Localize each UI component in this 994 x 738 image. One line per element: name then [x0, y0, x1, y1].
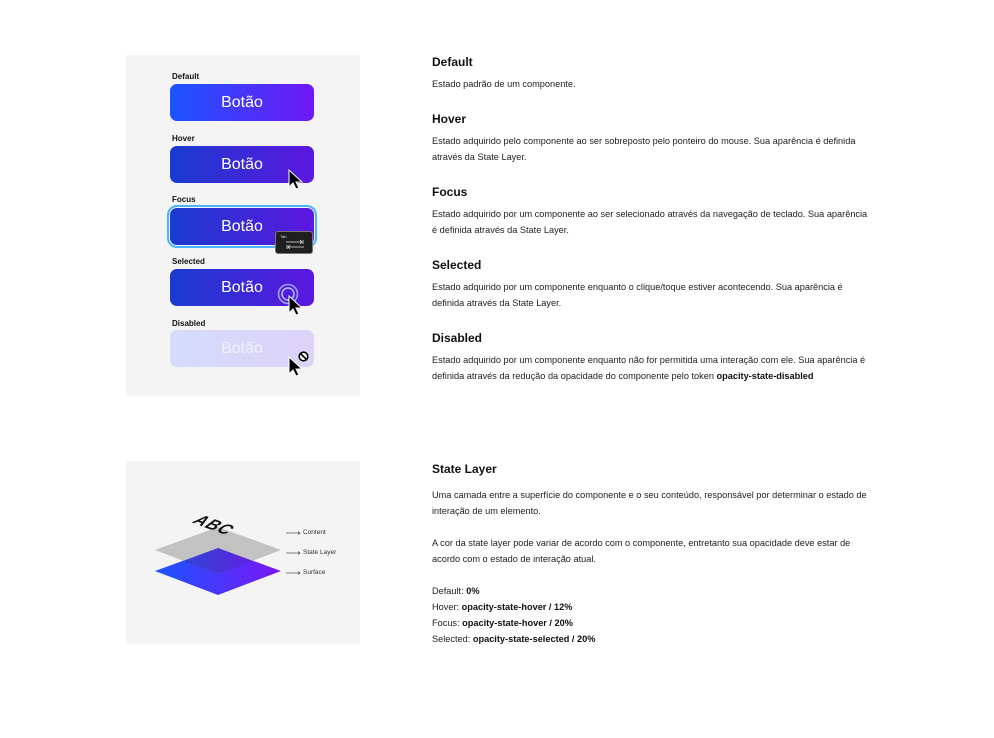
button-default[interactable]: Botão: [170, 84, 314, 121]
focus-title: Focus: [432, 185, 468, 199]
pointer-cursor-icon: [288, 295, 304, 315]
state-layer-paragraph-2: A cor da state layer pode variar de acordo com o componente, entretanto sua opacidade deve estar de acordo com o estado de interação atual.: [432, 538, 851, 564]
hover-description: Estado adquirido pelo componente ao ser sobreposto pelo ponteiro do mouse. Sua aparência é definida através da State Layer.: [432, 136, 856, 162]
state-label-focus: Focus: [172, 195, 196, 204]
tab-key-label: Tab: [280, 234, 287, 239]
button-states-illustration: [126, 55, 360, 396]
opacity-value-hover: Hover: opacity-state-hover / 12%: [432, 602, 573, 612]
pointer-cursor-icon: [288, 169, 304, 189]
disabled-token: opacity-state-disabled: [716, 371, 814, 381]
default-description: Estado padrão de um componente.: [432, 79, 576, 89]
surface-label: Surface: [303, 569, 326, 576]
state-layer-label: State Layer: [303, 549, 337, 556]
button-disabled: Botão: [170, 330, 314, 367]
disabled-state-section: [432, 330, 872, 384]
content-label: Content: [303, 529, 326, 536]
state-layer-illustration: [126, 461, 360, 644]
focus-description: Estado adquirido por um componente ao ser selecionado através da navegação de teclado. Sua aparência é definida através da State Layer.: [432, 209, 868, 235]
state-layer-paragraph-1: Uma camada entre a superfície do componente e o seu conteúdo, responsável por determinar o estado de interação de um elemento.: [432, 490, 867, 516]
opacity-values-list: [432, 583, 872, 647]
disabled-title: Disabled: [432, 331, 483, 345]
state-label-default: Default: [172, 72, 200, 81]
tab-arrows-icon: [276, 232, 314, 255]
selected-description: Estado adquirido por um componente enquanto o clique/toque estiver acontecendo. Sua aparência é definida através da State Layer.: [432, 282, 843, 308]
state-layer-title: State Layer: [432, 462, 497, 476]
selected-title: Selected: [432, 258, 482, 272]
button-hover[interactable]: Botão: [170, 146, 314, 183]
state-label-selected: Selected: [172, 257, 205, 266]
hover-title: Hover: [432, 112, 467, 126]
content-abc-text: ABC: [188, 512, 238, 539]
not-allowed-icon: [298, 351, 309, 362]
state-layer-section: [432, 461, 872, 647]
default-title: Default: [432, 55, 473, 69]
tab-key-icon: [275, 231, 313, 254]
selected-state-section: [432, 257, 872, 311]
state-label-disabled: Disabled: [172, 319, 206, 328]
state-label-hover: Hover: [172, 134, 195, 143]
opacity-value-focus: Focus: opacity-state-hover / 20%: [432, 618, 573, 628]
hover-state-section: [432, 111, 872, 165]
default-state-section: [432, 54, 872, 92]
opacity-value-default: Default: 0%: [432, 586, 480, 596]
focus-state-section: [432, 184, 872, 238]
opacity-value-selected: Selected: opacity-state-selected / 20%: [432, 634, 596, 644]
button-focus[interactable]: Botão: [170, 208, 314, 245]
disabled-description: Estado adquirido por um componente enquanto não for permitida uma interação com ele. Sua aparência é definida através da redução da opacidade do componente pelo token opacity-state-disabled: [432, 355, 866, 381]
button-selected[interactable]: Botão: [170, 269, 314, 306]
